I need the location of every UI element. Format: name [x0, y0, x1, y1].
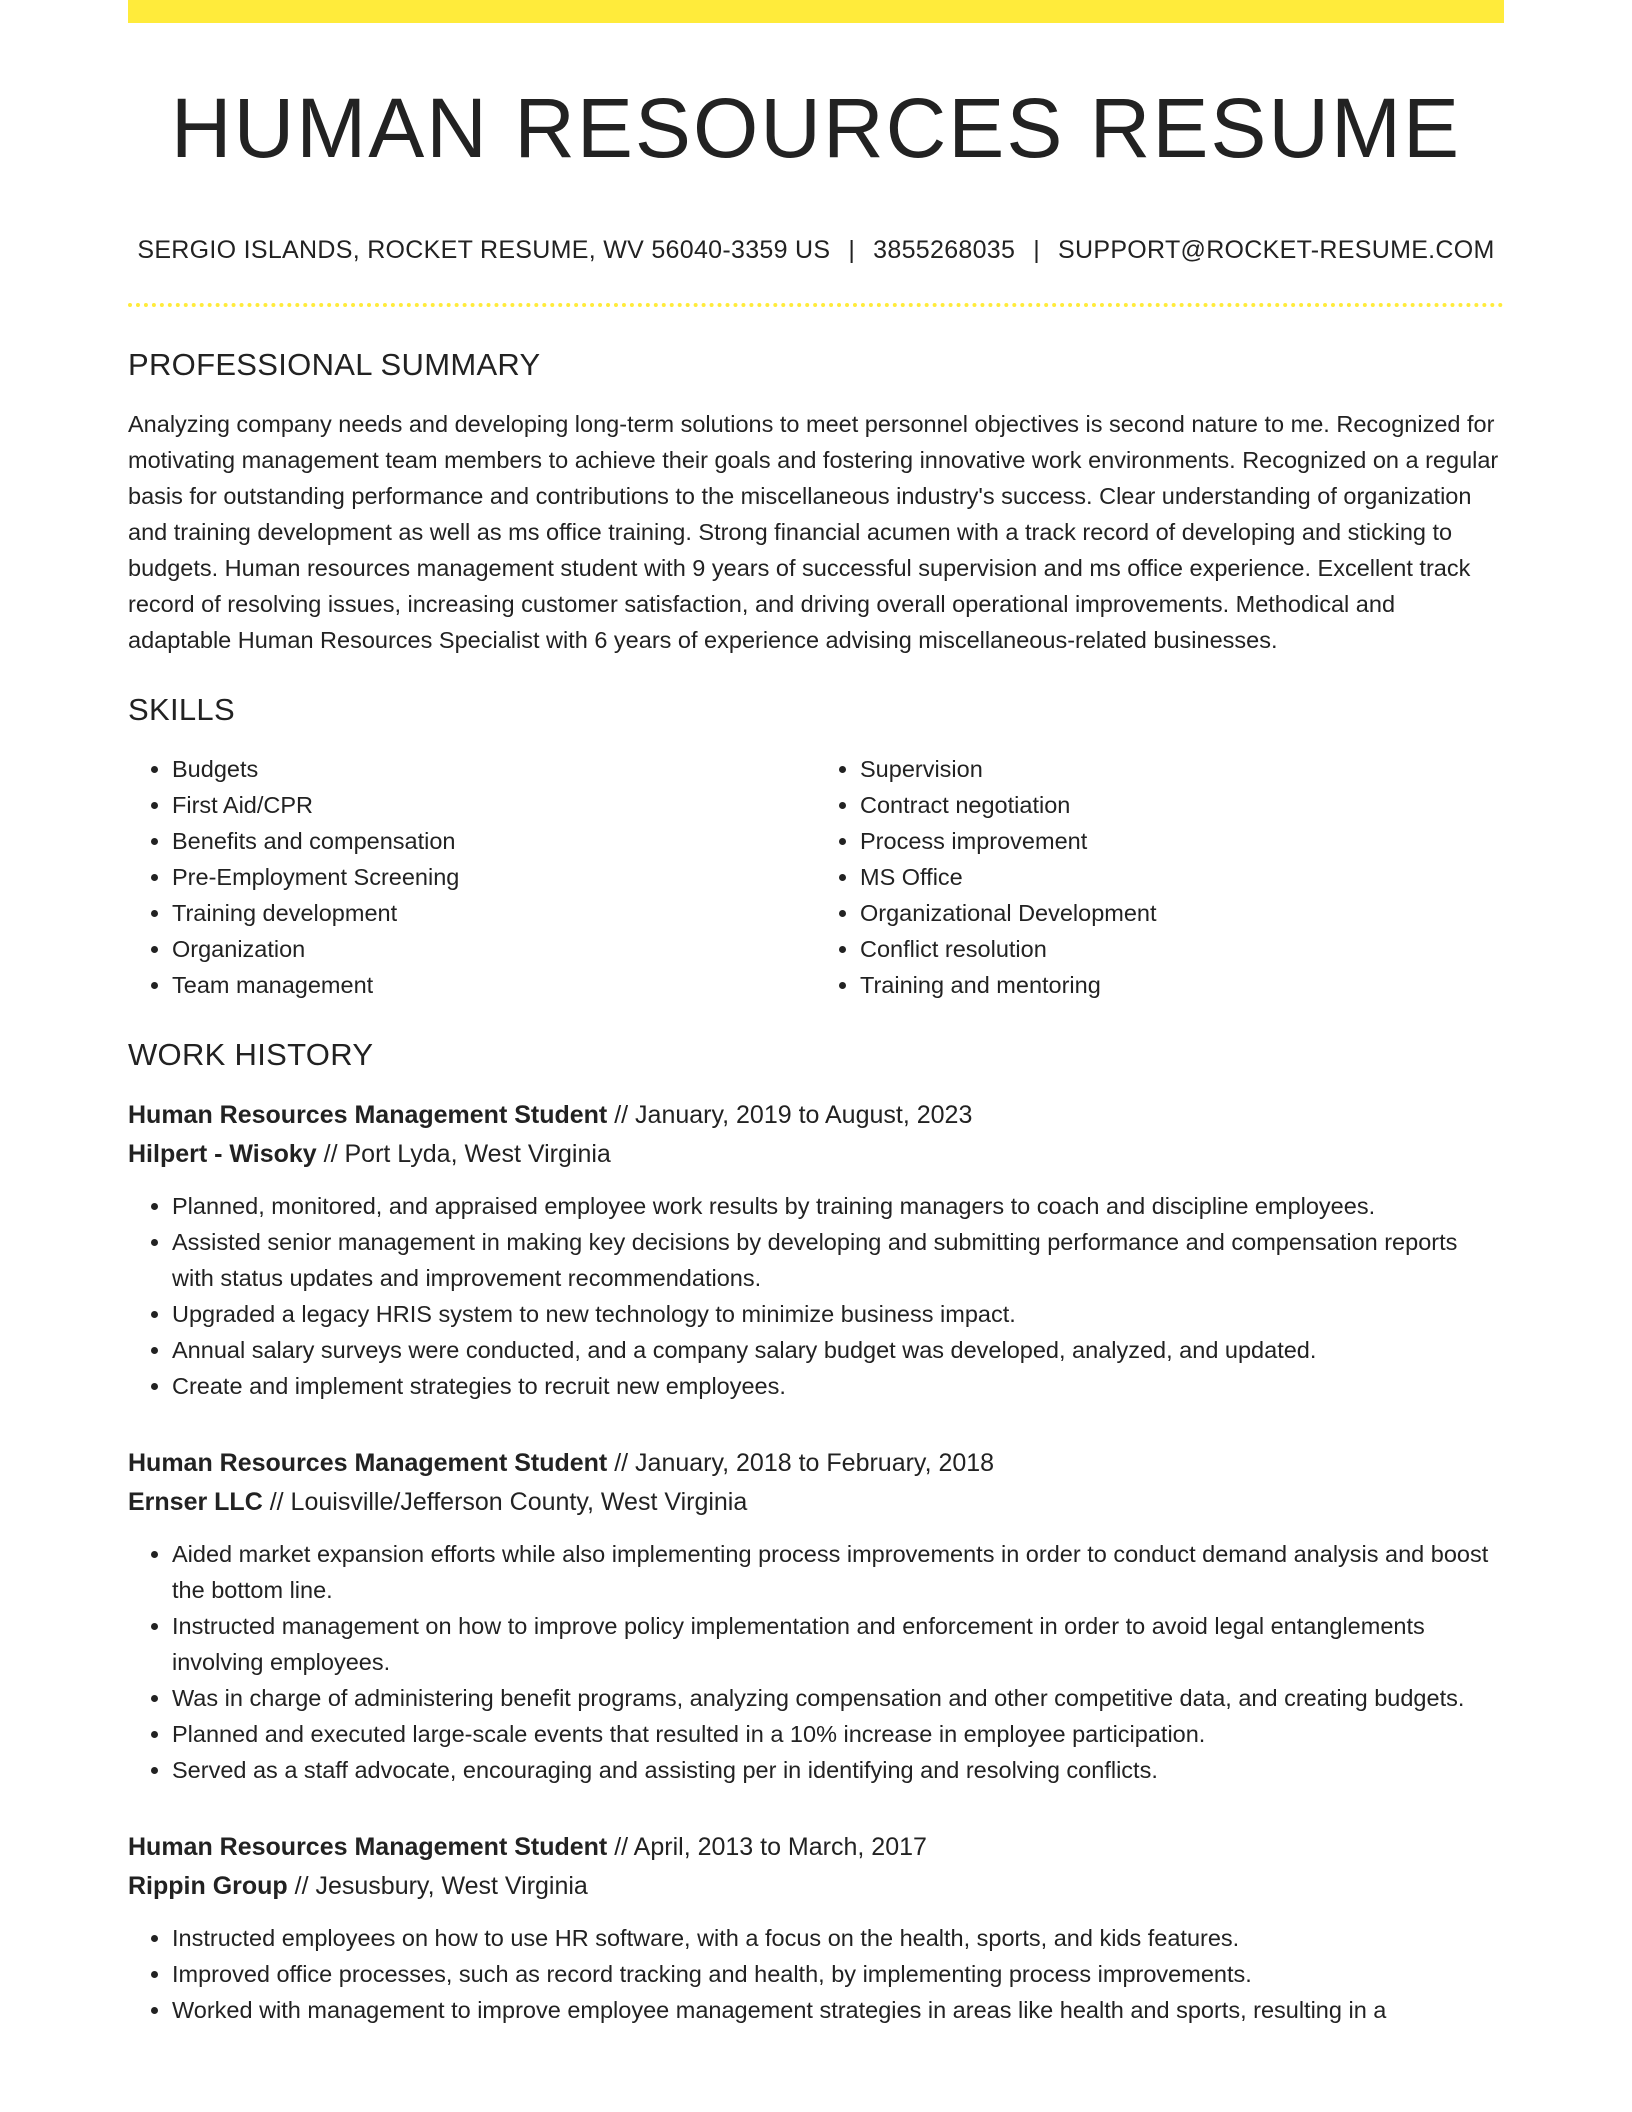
job-company-line — [128, 1483, 1504, 1522]
job-location: // Jesusbury, West Virginia — [294, 1872, 588, 1900]
page-title: HUMAN RESOURCES RESUME — [170, 81, 1462, 175]
contact-line — [128, 238, 1504, 263]
job-title: Human Resources Management Student — [128, 1833, 608, 1861]
skill-item: • Organizational Development — [860, 895, 1504, 931]
skill-item: • Supervision — [860, 751, 1504, 787]
job-bullets — [128, 1536, 1504, 1788]
job-bullet: • Instructed employees on how to use HR software, with a focus on the health, sports, and kids features. — [172, 1920, 1504, 1956]
job-bullet: • Aided market expansion efforts while also implementing process improvements in order to conduct demand analysis and boost the bottom line. — [172, 1536, 1504, 1608]
skills-list — [128, 751, 1504, 1003]
job-company-line — [128, 1867, 1504, 1906]
job-bullet: • Served as a staff advocate, encouraging and assisting per in identifying and resolving conflicts. — [172, 1752, 1504, 1788]
job-bullet: • Instructed management on how to improve policy implementation and enforcement in order to avoid legal entanglements involving employees. — [172, 1608, 1504, 1680]
skill-item: • Team management — [172, 967, 816, 1003]
skills-column-left — [128, 751, 816, 1003]
job-bullets — [128, 1188, 1504, 1404]
job-dates: // April, 2013 to March, 2017 — [614, 1833, 927, 1861]
job-location: // Port Lyda, West Virginia — [323, 1140, 611, 1168]
job-dates: // January, 2018 to February, 2018 — [614, 1449, 995, 1477]
summary-heading: PROFESSIONAL SUMMARY — [128, 347, 541, 382]
skill-item: • Budgets — [172, 751, 816, 787]
job-bullet: • Create and implement strategies to recruit new employees. — [172, 1368, 1504, 1404]
skill-item: • First Aid/CPR — [172, 787, 816, 823]
contact-address: SERGIO ISLANDS, ROCKET RESUME, WV 56040-3359 US — [137, 236, 831, 264]
work-history-heading: WORK HISTORY — [128, 1037, 374, 1072]
accent-bar — [128, 0, 1504, 23]
job-bullet: • Planned, monitored, and appraised employee work results by training managers to coach and discipline employees. — [172, 1188, 1504, 1224]
job-title-line — [128, 1444, 1504, 1483]
resume-page — [128, 0, 1504, 2028]
contact-email: SUPPORT@ROCKET-RESUME.COM — [1058, 236, 1495, 264]
skill-item: • Conflict resolution — [860, 931, 1504, 967]
skill-item: • Organization — [172, 931, 816, 967]
job-company: Hilpert - Wisoky — [128, 1140, 317, 1168]
summary-text: Analyzing company needs and developing long-term solutions to meet personnel objectives is second nature to me. Recognized for motivating management team members to achieve their goals and fostering innovative work environments. Recognized on a regular basis for outstanding performance and contributions to the miscellaneous industry's success. Clear understanding of organization and training development as well as ms office training. Strong financial acumen with a track record of developing and sticking to budgets. Human resources management student with 9 years of successful supervision and ms office experience. Excellent track record of resolving issues, increasing customer satisfaction, and driving overall operational improvements. Methodical and adaptable Human Resources Specialist with 6 years of experience advising miscellaneous-related businesses. — [128, 411, 1499, 653]
job-bullet: • Upgraded a legacy HRIS system to new technology to minimize business impact. — [172, 1296, 1504, 1332]
job-entry — [128, 1096, 1504, 1404]
skill-item: • Pre-Employment Screening — [172, 859, 816, 895]
job-title-line — [128, 1828, 1504, 1867]
job-title: Human Resources Management Student — [128, 1449, 608, 1477]
job-company-line — [128, 1135, 1504, 1174]
job-bullet: • Annual salary surveys were conducted, and a company salary budget was developed, analyzed, and updated. — [172, 1332, 1504, 1368]
contact-separator: | — [848, 236, 856, 264]
skills-heading: SKILLS — [128, 692, 235, 727]
skill-item: • Process improvement — [860, 823, 1504, 859]
skills-column-right — [816, 751, 1504, 1003]
job-dates: // January, 2019 to August, 2023 — [614, 1101, 973, 1129]
contact-phone: 3855268035 — [873, 236, 1016, 264]
skill-item: • Benefits and compensation — [172, 823, 816, 859]
contact-separator: | — [1033, 236, 1041, 264]
job-bullet: • Improved office processes, such as record tracking and health, by implementing process improvements. — [172, 1956, 1504, 1992]
job-bullet: • Assisted senior management in making key decisions by developing and submitting performance and compensation reports with status updates and improvement recommendations. — [172, 1224, 1504, 1296]
job-bullet: • Worked with management to improve employee management strategies in areas like health and sports, resulting in a — [172, 1992, 1504, 2028]
skill-item: • MS Office — [860, 859, 1504, 895]
job-company: Ernser LLC — [128, 1488, 263, 1516]
skill-item: • Training development — [172, 895, 816, 931]
job-location: // Louisville/Jefferson County, West Virginia — [269, 1488, 748, 1516]
job-title-line — [128, 1096, 1504, 1135]
dotted-divider — [128, 303, 1504, 307]
skill-item: • Training and mentoring — [860, 967, 1504, 1003]
skill-item: • Contract negotiation — [860, 787, 1504, 823]
job-entry — [128, 1444, 1504, 1788]
job-entry — [128, 1828, 1504, 2028]
job-bullet: • Was in charge of administering benefit programs, analyzing compensation and other competitive data, and creating budgets. — [172, 1680, 1504, 1716]
job-bullets — [128, 1920, 1504, 2028]
job-company: Rippin Group — [128, 1872, 288, 1900]
job-bullet: • Planned and executed large-scale events that resulted in a 10% increase in employee participation. — [172, 1716, 1504, 1752]
job-title: Human Resources Management Student — [128, 1101, 608, 1129]
